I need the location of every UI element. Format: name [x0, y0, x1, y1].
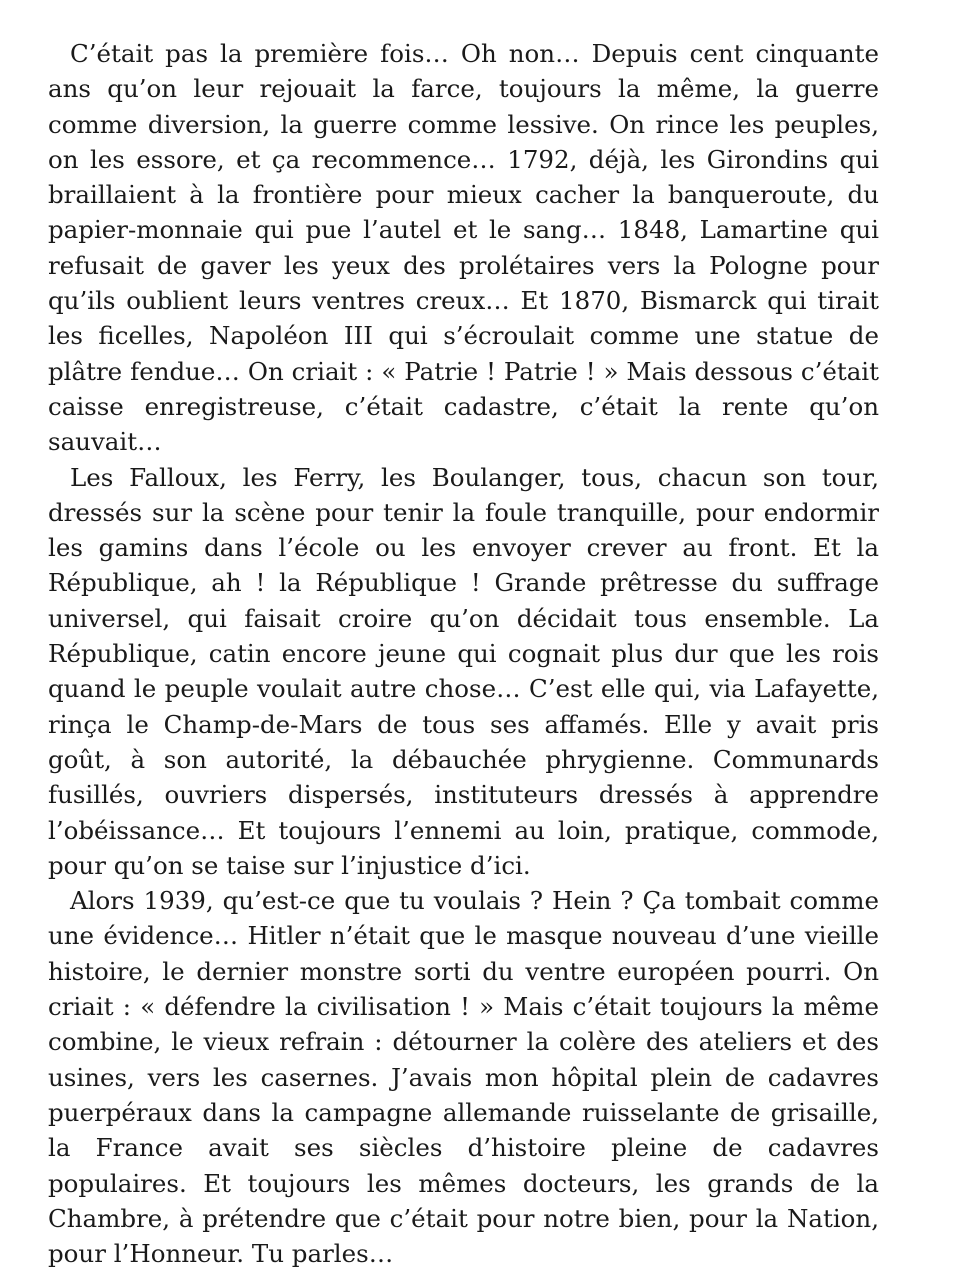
paragraph-2: Les Falloux, les Ferry, les Boulanger, tous, chacun son tour, dressés sur la scène pour tenir la foule tranquille, pour endormir les gamins dans l’école ou les envoyer crever au front. Et la République, ah ! la République ! Grande prêtresse du suffrage universel, qui faisait croire qu’on décidait tous ensemble. La République, catin encore jeune qui cognait plus dur que les rois quand le peuple voulait autre chose… C’est elle qui, via Lafayette, rinça le Champ-de-Mars de tous ses affamés. Elle y avait pris goût, à son autorité, la débauchée phrygienne. Communards fusillés, ouvriers dispersés, instituteurs dressés à apprendre l’obéissance… Et toujours l’ennemi au loin, pratique, commode, pour qu’on se taise sur l’injustice d’ici.	[48, 462, 879, 880]
paragraph-3: Alors 1939, qu’est-ce que tu voulais ? Hein ? Ça tombait comme une évidence… Hitler n’était que le masque nouveau d’une vieille histoire, le dernier monstre sorti du ventre européen pourri. On criait : « défendre la civilisation ! » Mais c’était toujours la même combine, le vieux refrain : détourner la colère des ateliers et des usines, vers les casernes. J’avais mon hôpital plein de cadavres puerpéraux dans la campagne allemande ruisselante de grisaille, la France avait ses siècles d’histoire pleine de cadavres populaires. Et toujours les mêmes docteurs, les grands de la Chambre, à prétendre que c’était pour notre bien, pour la Nation, pour l’Honneur. Tu parles…	[48, 886, 879, 1269]
paragraph-1: C’était pas la première fois… Oh non… Depuis cent cinquante ans qu’on leur rejouait la farce, toujours la même, la guerre comme diversion, la guerre comme lessive. On rince les peuples, on les essore, et ça recommence… 1792, déjà, les Girondins qui braillaient à la frontière pour mieux cacher la banqueroute, du papier-monnaie qui pue l’autel et le sang… 1848, Lamartine qui refusait de gaver les yeux des prolétaires vers la Pologne pour qu’ils oublient leurs ventres creux… Et 1870, Bismarck qui tirait les ficelles, Napoléon III qui s’écroulait comme une statue de plâtre fendue… On criait : « Patrie ! Patrie ! » Mais dessous c’était caisse enregistreuse, c’était cadastre, c’était la rente qu’on sauvait…	[48, 39, 879, 457]
